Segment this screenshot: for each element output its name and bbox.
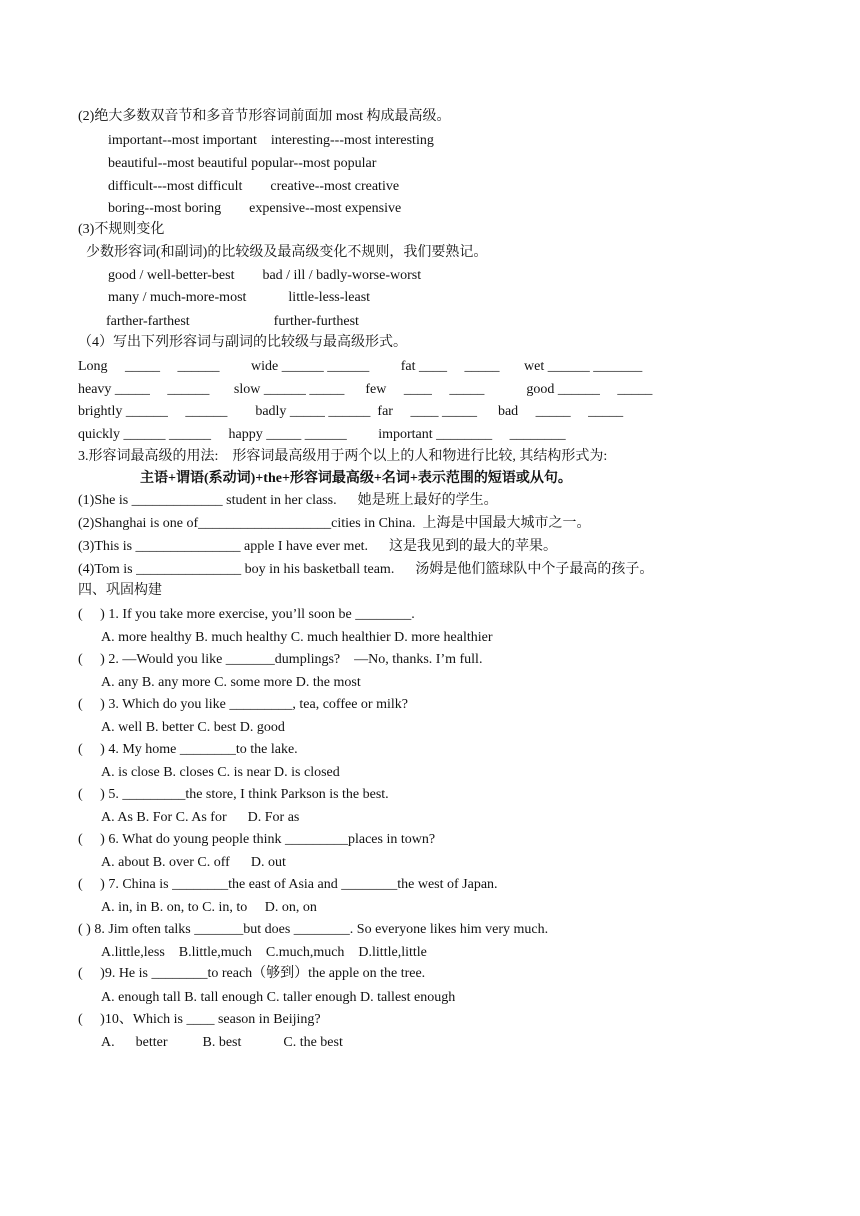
heading-exercise-4: （4）写出下列形容词与副词的比较级与最高级形式。 [78, 335, 407, 350]
question-line: ( ) 7. China is ________the east of Asia and ________the west of Japan. [78, 877, 498, 892]
options-line: A.little,less B.little,much C.much,much D.little,little [101, 945, 427, 960]
example-line: important--most important interesting---most interesting [108, 133, 434, 148]
fill-in-line: Long _____ ______ wide ______ ______ fat ____ _____ wet ______ _______ [78, 359, 643, 374]
example-sentence: (1)She is _____________ student in her class. 她是班上最好的学生。 [78, 493, 498, 508]
example-line: beautiful--most beautiful popular--most popular [108, 156, 377, 171]
heading-rule-2: (2)绝大多数双音节和多音节形容词前面加 most 构成最高级。 [78, 109, 451, 124]
example-line: farther-farthest further-furthest [106, 314, 359, 329]
example-sentence: (2)Shanghai is one of___________________cities in China. 上海是中国最大城市之一。 [78, 516, 591, 531]
question-line: ( )9. He is ________to reach（够到）the apple on the tree. [78, 966, 426, 981]
example-line: many / much-more-most little-less-least [108, 290, 371, 305]
question-line: ( ) 3. Which do you like _________, tea, coffee or milk? [78, 697, 408, 712]
fill-in-line: heavy _____ ______ slow ______ _____ few ____ _____ good ______ _____ [78, 382, 653, 397]
rule-note: 少数形容词(和副词)的比较级及最高级变化不规则，我们要熟记。 [86, 245, 488, 260]
example-line: good / well-better-best bad / ill / badly-worse-worst [108, 268, 422, 283]
section-heading: 四、巩固构建 [78, 583, 162, 598]
example-line: boring--most boring expensive--most expensive [108, 201, 402, 216]
example-sentence: (4)Tom is _______________ boy in his basketball team. 汤姆是他们篮球队中个子最高的孩子。 [78, 562, 654, 577]
example-line: difficult---most difficult creative--most creative [108, 179, 400, 194]
options-line: A. enough tall B. tall enough C. taller enough D. tallest enough [101, 990, 456, 1005]
question-line: ( ) 6. What do young people think _________places in town? [78, 832, 436, 847]
heading-usage-3: 3.形容词最高级的用法: 形容词最高级用于两个以上的人和物进行比较, 其结构形式为: [78, 449, 608, 464]
heading-rule-3: (3)不规则变化 [78, 222, 165, 237]
options-line: A. any B. any more C. some more D. the most [101, 675, 361, 690]
question-line: ( ) 4. My home ________to the lake. [78, 742, 298, 757]
options-line: A. more healthy B. much healthy C. much healthier D. more healthier [101, 630, 493, 645]
question-line: ( )10、Which is ____ season in Beijing? [78, 1012, 321, 1027]
question-line: ( ) 1. If you take more exercise, you’ll soon be ________. [78, 607, 415, 622]
structure-formula: 主语+谓语(系动词)+the+形容词最高级+名词+表示范围的短语或从句。 [140, 471, 572, 486]
options-line: A. about B. over C. off D. out [101, 855, 286, 870]
options-line: A. As B. For C. As for D. For as [101, 810, 300, 825]
options-line: A. better B. best C. the best [101, 1035, 343, 1050]
question-line: ( ) 2. —Would you like _______dumplings? —No, thanks. I’m full. [78, 652, 483, 667]
options-line: A. in, in B. on, to C. in, to D. on, on [101, 900, 317, 915]
question-line: ( ) 5. _________the store, I think Parkson is the best. [78, 787, 389, 802]
fill-in-line: quickly ______ ______ happy _____ ______ important ________ ________ [78, 427, 566, 442]
options-line: A. is close B. closes C. is near D. is closed [101, 765, 340, 780]
fill-in-line: brightly ______ ______ badly _____ ______ far ____ _____ bad _____ _____ [78, 404, 624, 419]
options-line: A. well B. better C. best D. good [101, 720, 285, 735]
question-line: ( ) 8. Jim often talks _______but does ________. So everyone likes him very much. [78, 922, 549, 937]
example-sentence: (3)This is _______________ apple I have ever met. 这是我见到的最大的苹果。 [78, 539, 558, 554]
